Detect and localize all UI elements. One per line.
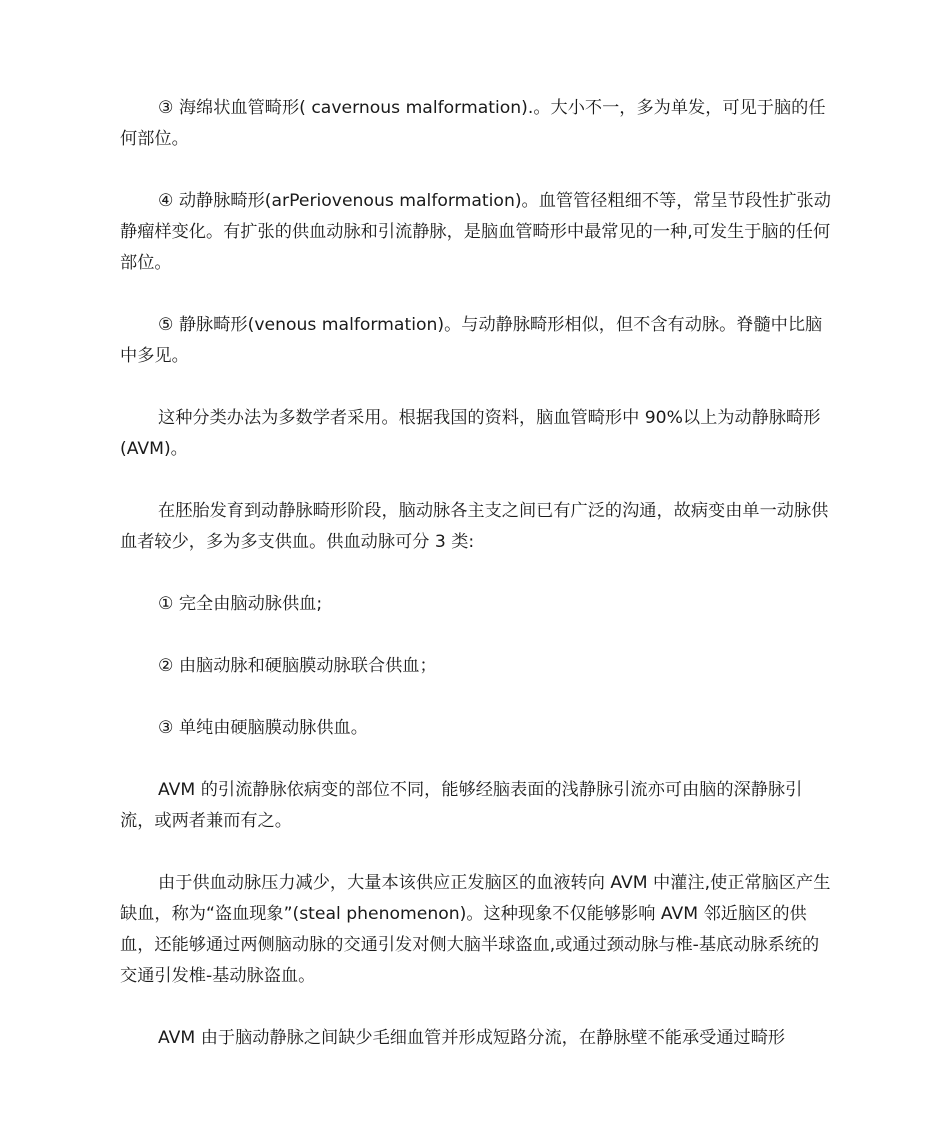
paragraph-blood-supply-intro: 在胚胎发育到动静脉畸形阶段，脑动脉各主支之间已有广泛的沟通，故病变由单一动脉供血者较少，多为多支供血。供血动脉可分 3 类:: [120, 501, 829, 552]
document-page: [120, 93, 832, 1085]
paragraph-arteriovenous-malformation: ④ 动静脉畸形(arPeriovenous malformation)。血管管径粗细不等，常呈节段性扩张动静瘤样变化。有扩张的供血动脉和引流静脉，是脑血管畸形中最常见的一种,可发生于脑的任何部位。: [120, 191, 831, 273]
paragraph-supply-type-3: ③ 单纯由硬脑膜动脉供血。: [158, 718, 368, 738]
paragraph-venous-drainage: AVM 的引流静脉依病变的部位不同，能够经脑表面的浅静脉引流亦可由脑的深静脉引流，或两者兼而有之。: [120, 780, 803, 831]
paragraph-avm-shunt: AVM 由于脑动静脉之间缺少毛细血管并形成短路分流，在静脉壁不能承受通过畸形: [158, 1028, 786, 1048]
paragraph-cavernous-malformation: ③ 海绵状血管畸形( cavernous malformation).。大小不一，多为单发，可见于脑的任何部位。: [120, 98, 826, 149]
paragraph-classification-note: 这种分类办法为多数学者采用。根据我国的资料，脑血管畸形中 90%以上为动静脉畸形(AVM)。: [120, 408, 821, 459]
paragraph-venous-malformation: ⑤ 静脉畸形(venous malformation)。与动静脉畸形相似，但不含有动脉。脊髓中比脑中多见。: [120, 315, 823, 366]
paragraph-supply-type-2: ② 由脑动脉和硬脑膜动脉联合供血；: [158, 656, 437, 676]
paragraph-supply-type-1: ① 完全由脑动脉供血;: [158, 594, 323, 614]
paragraph-steal-phenomenon: 由于供血动脉压力减少，大量本该供应正发脑区的血液转向 AVM 中灌注,使正常脑区产生缺血，称为“盗血现象”(steal phenomenon)。这种现象不仅能够影响 AVM 邻近脑区的供血，还能够通过两侧脑动脉的交通引发对侧大脑半球盗血,或通过颈动脉与椎-基底动脉系统的交通引发椎-基动脉盗血。: [120, 873, 831, 986]
